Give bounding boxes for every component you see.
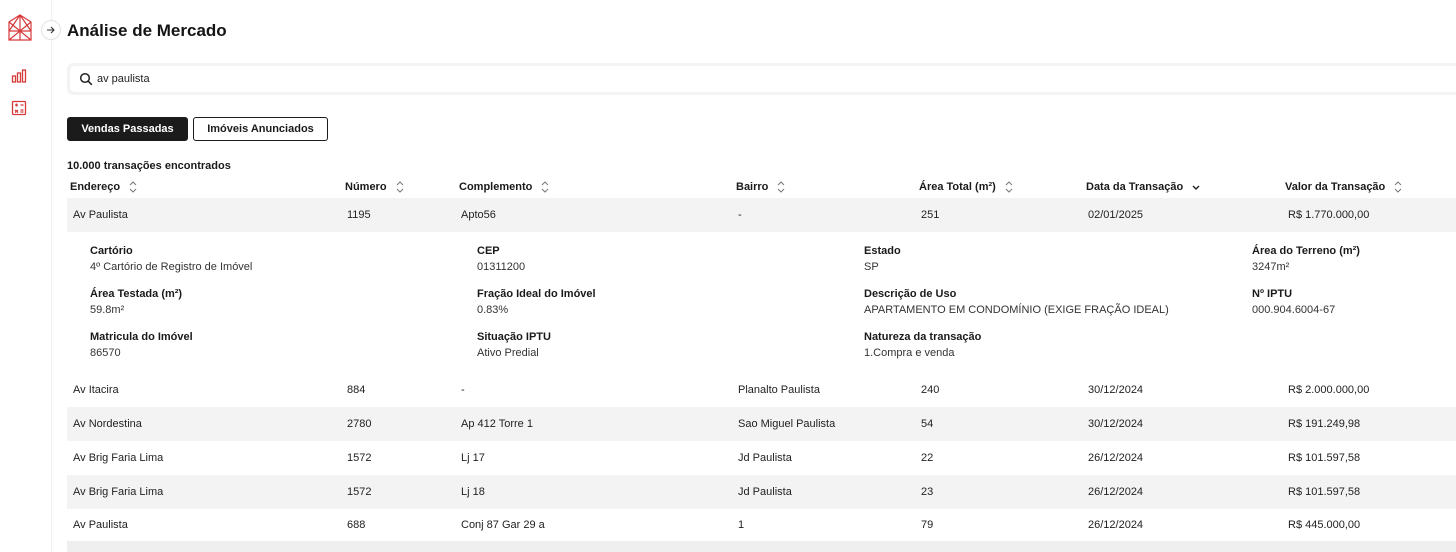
- cell-endereco: Av Itacira: [73, 384, 119, 396]
- detail-value: 59.8m²: [90, 304, 125, 316]
- detail-matricula: [90, 331, 193, 359]
- detail-label: Cartório: [90, 245, 133, 257]
- cell-valor: R$ 1.770.000,00: [1288, 209, 1370, 221]
- cell-data: 30/12/2024: [1088, 384, 1144, 396]
- detail-label: Situação IPTU: [477, 331, 551, 343]
- sort-icon[interactable]: [776, 180, 786, 194]
- cell-numero: 688: [347, 519, 366, 531]
- cell-numero: 1572: [347, 486, 372, 498]
- cell-data: 26/12/2024: [1088, 486, 1144, 498]
- cell-complemento: Ap 412 Torre 1: [461, 418, 533, 430]
- detail-cep: [477, 245, 525, 273]
- column-header-label: Bairro: [736, 181, 769, 193]
- column-header-data-transacao[interactable]: [1086, 180, 1201, 194]
- arrow-right-icon: [46, 25, 56, 35]
- cell-bairro: -: [738, 209, 742, 221]
- detail-label: Área Testada (m²): [90, 288, 183, 300]
- bar-chart-icon[interactable]: [11, 68, 27, 84]
- detail-value: 86570: [90, 347, 121, 359]
- tab-vendas-passadas[interactable]: Vendas Passadas: [67, 117, 188, 141]
- cell-bairro: Sao Miguel Paulista: [738, 418, 836, 430]
- cell-valor: R$ 101.597,58: [1288, 486, 1361, 498]
- detail-area-testada: [90, 288, 182, 316]
- detail-label: Estado: [864, 245, 901, 257]
- calculator-icon[interactable]: [11, 100, 27, 116]
- cell-area: 251: [921, 209, 940, 221]
- page-title: Análise de Mercado: [67, 21, 227, 40]
- cell-numero: 2780: [347, 418, 372, 430]
- cell-numero: 1195: [347, 209, 371, 221]
- table-row[interactable]: [67, 373, 1456, 407]
- detail-value: APARTAMENTO EM CONDOMÍNIO (EXIGE FRAÇÃO IDEAL): [864, 304, 1169, 316]
- cell-area: 79: [921, 519, 934, 531]
- column-header-bairro[interactable]: [736, 180, 786, 194]
- detail-natureza: [864, 331, 981, 359]
- column-header-label: Número: [345, 181, 387, 193]
- cell-valor: R$ 101.597,58: [1288, 452, 1361, 464]
- transaction-detail-panel: [67, 232, 1456, 374]
- column-header-label: Complemento: [459, 181, 533, 193]
- cell-complemento: Apto56: [461, 209, 496, 221]
- cell-area: 22: [921, 452, 934, 464]
- cell-complemento: Conj 87 Gar 29 a: [461, 519, 545, 531]
- cell-valor: R$ 445.000,00: [1288, 519, 1361, 531]
- cell-complemento: Lj 18: [461, 486, 485, 498]
- expand-sidebar-button[interactable]: [41, 20, 61, 40]
- cell-endereco: Av Brig Faria Lima: [73, 486, 164, 498]
- search-icon: [79, 72, 93, 86]
- table-row[interactable]: [67, 475, 1456, 509]
- sort-icon[interactable]: [540, 180, 550, 194]
- cell-numero: 884: [347, 384, 366, 396]
- table-row[interactable]: [67, 441, 1456, 475]
- building-logo-icon[interactable]: [7, 14, 33, 42]
- cell-data: 26/12/2024: [1088, 519, 1144, 531]
- sort-desc-icon[interactable]: [1191, 180, 1201, 194]
- table-row-partial: [67, 541, 1456, 552]
- sort-icon[interactable]: [1393, 180, 1403, 194]
- cell-endereco: Av Paulista: [73, 209, 128, 221]
- cell-data: 26/12/2024: [1088, 452, 1144, 464]
- cell-area: 23: [921, 486, 934, 498]
- detail-value: 01311200: [477, 261, 526, 273]
- sort-icon[interactable]: [128, 180, 138, 194]
- sidebar: [0, 0, 52, 552]
- detail-value: 0.83%: [477, 304, 509, 316]
- cell-endereco: Av Brig Faria Lima: [73, 452, 164, 464]
- cell-data: 30/12/2024: [1088, 418, 1144, 430]
- table-row[interactable]: [67, 508, 1456, 542]
- cell-valor: R$ 191.249,98: [1288, 418, 1361, 430]
- detail-value: 4º Cartório de Registro de Imóvel: [90, 261, 253, 273]
- cell-complemento: -: [461, 384, 465, 396]
- column-header-endereco[interactable]: [70, 180, 138, 194]
- cell-bairro: Planalto Paulista: [738, 384, 820, 396]
- column-header-complemento[interactable]: [459, 180, 550, 194]
- cell-numero: 1572: [347, 452, 372, 464]
- column-header-label: Valor da Transação: [1285, 181, 1386, 193]
- column-header-area-total[interactable]: [919, 180, 1014, 194]
- cell-valor: R$ 2.000.000,00: [1288, 384, 1370, 396]
- cell-bairro: Jd Paulista: [738, 452, 792, 464]
- detail-label: CEP: [477, 245, 500, 257]
- detail-iptu: [1252, 288, 1335, 316]
- detail-area-terreno: [1252, 245, 1360, 273]
- detail-situacao-iptu: [477, 331, 551, 359]
- cell-area: 240: [921, 384, 940, 396]
- detail-label: Área do Terreno (m²): [1252, 245, 1360, 257]
- detail-value: 1.Compra e venda: [864, 347, 955, 359]
- cell-bairro: 1: [738, 519, 745, 531]
- cell-complemento: Lj 17: [461, 452, 485, 464]
- tab-imoveis-anunciados[interactable]: Imóveis Anunciados: [193, 117, 328, 141]
- table-row[interactable]: [67, 407, 1456, 441]
- cell-data: 02/01/2025: [1088, 209, 1144, 221]
- search-bar: [67, 63, 1456, 95]
- column-header-label: Área Total (m²): [919, 181, 996, 193]
- detail-cartorio: [90, 245, 252, 273]
- detail-label: Nº IPTU: [1252, 288, 1293, 300]
- table-row[interactable]: [67, 198, 1456, 232]
- detail-value: 000.904.6004-67: [1252, 304, 1336, 316]
- column-header-label: Endereço: [70, 181, 121, 193]
- detail-value: SP: [864, 261, 879, 273]
- cell-bairro: Jd Paulista: [738, 486, 792, 498]
- column-header-label: Data da Transação: [1086, 181, 1184, 193]
- cell-endereco: Av Nordestina: [73, 418, 142, 430]
- column-header-valor-transacao[interactable]: [1285, 180, 1403, 194]
- detail-label: Descrição de Uso: [864, 288, 957, 300]
- search-input[interactable]: [97, 73, 497, 85]
- detail-value: 3247m²: [1252, 261, 1290, 273]
- detail-descricao-uso: [864, 288, 1169, 316]
- detail-label: Matricula do Imóvel: [90, 331, 193, 343]
- sort-icon[interactable]: [395, 180, 405, 194]
- detail-fracao-ideal: [477, 288, 596, 316]
- cell-endereco: Av Paulista: [73, 519, 128, 531]
- detail-estado: [864, 245, 901, 273]
- table-header: [67, 180, 1456, 198]
- column-header-numero[interactable]: [345, 180, 405, 194]
- detail-label: Fração Ideal do Imóvel: [477, 288, 596, 300]
- results-count: 10.000 transações encontrados: [67, 160, 231, 172]
- detail-value: Ativo Predial: [477, 347, 539, 359]
- sort-icon[interactable]: [1004, 180, 1014, 194]
- cell-area: 54: [921, 418, 934, 430]
- detail-label: Natureza da transação: [864, 331, 982, 343]
